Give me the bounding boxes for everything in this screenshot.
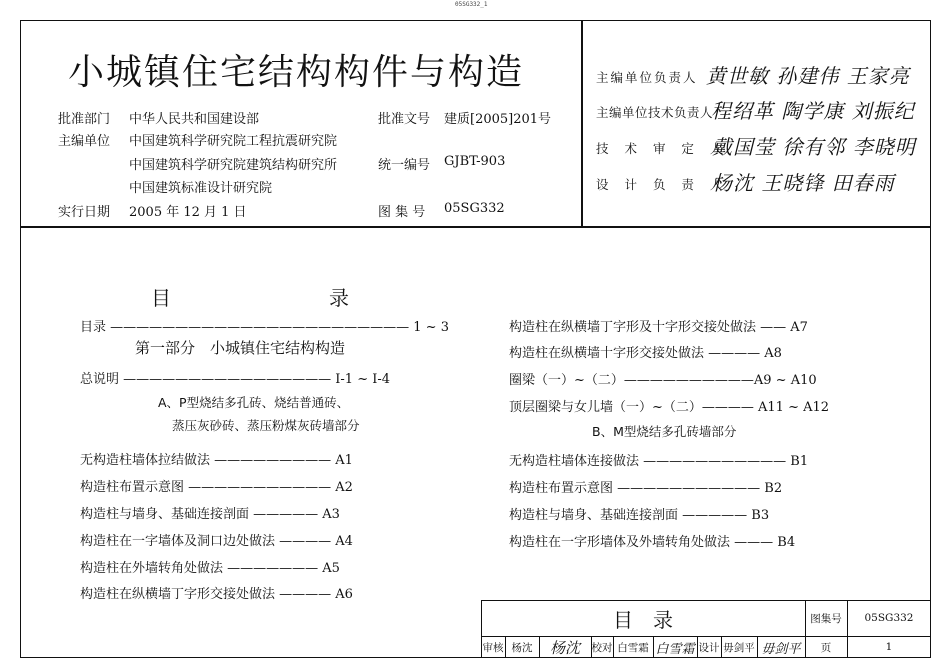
design-label: 设计 (698, 641, 720, 654)
atlas-no-label: 图 集 号 (378, 205, 426, 220)
toc-entry[interactable]: 总说明 ———————————————— Ⅰ-1 ~ Ⅰ-4 (80, 372, 391, 387)
toc-entry[interactable]: 构造柱在外墙转角处做法 ——————— A5 (80, 561, 340, 576)
editor-unit-1: 中国建筑科学研究院工程抗震研究院 (129, 134, 338, 149)
effective-date: 2005 年 12 月 1 日 (129, 205, 247, 220)
toc-entry[interactable]: 无构造柱墙体连接做法 ——————————— B1 (509, 454, 809, 469)
check-label: 校对 (591, 641, 613, 654)
atlas-no-label: 图集号 (810, 612, 842, 625)
review-signature: 杨沈 (549, 638, 580, 657)
toc-heading-left: 目 (151, 286, 171, 310)
sig-names-tech: 程绍革 陶学康 刘振纪 (711, 99, 915, 123)
toc-entry[interactable]: 目录 ——————————————————————— 1 ~ 3 (80, 320, 449, 335)
header-vertical-divider (581, 20, 583, 226)
check-name: 白雪霜 (617, 641, 649, 654)
effective-date-label: 实行日期 (58, 205, 111, 220)
atlas-no: 05SG332 (864, 612, 914, 624)
title-block (481, 600, 931, 658)
sig-label-review: 技 术 审 定 人 (596, 141, 729, 156)
sig-label-tech: 主编单位技术负责人 (596, 105, 714, 120)
toc-heading-right: 录 (329, 286, 349, 310)
approval-doc-label: 批准文号 (378, 112, 431, 127)
approval-dept-label: 批准部门 (58, 112, 111, 127)
toc-entry[interactable]: 顶层圈梁与女儿墙（一）~（二）———— A11 ~ A12 (509, 400, 830, 415)
toc-entry[interactable]: 无构造柱墙体拉结做法 ————————— A1 (80, 453, 353, 468)
toc-section-heading: 第一部分 小城镇住宅结构构造 (135, 339, 346, 357)
check-signature: 白雪霜 (655, 641, 695, 657)
unified-no-label: 统一编号 (378, 158, 431, 173)
sig-label-design: 设 计 负 责 人 (596, 177, 729, 192)
toc-entry[interactable]: 构造柱布置示意图 ——————————— A2 (80, 480, 353, 495)
unified-no: GJBT-903 (444, 154, 506, 169)
header-divider (20, 226, 931, 228)
toc-entry[interactable]: 构造柱与墙身、基础连接剖面 ————— B3 (509, 508, 770, 523)
drawing-title: 目 录 (613, 607, 673, 632)
toc-subsection-heading: 蒸压灰砂砖、蒸压粉煤灰砖墙部分 (172, 418, 360, 433)
toc-entry[interactable]: 构造柱布置示意图 ——————————— B2 (509, 481, 783, 496)
toc-entry[interactable]: 构造柱在纵横墙丁字形及十字形交接处做法 —— A7 (509, 320, 808, 335)
approval-doc: 建质[2005]201号 (444, 112, 552, 127)
page-label: 页 (820, 641, 832, 654)
sig-label-chief: 主编单位负责人 (596, 70, 698, 85)
sig-names-chief: 黄世敏 孙建伟 王家亮 (706, 64, 910, 88)
toc-entry[interactable]: 构造柱与墙身、基础连接剖面 ————— A3 (80, 507, 340, 522)
toc-entry[interactable]: 圈梁（一）~（二）——————————A9 ~ A10 (509, 373, 817, 388)
editor-unit-2: 中国建筑科学研究院建筑结构研究所 (129, 158, 338, 173)
sig-names-design: 杨沈 王晓锋 田春雨 (712, 171, 895, 195)
atlas-no: 05SG332 (444, 201, 505, 216)
design-name: 毋剑平 (723, 641, 755, 654)
toc-entry[interactable]: 构造柱在一字形墙体及外墙转角处做法 ——— B4 (509, 535, 796, 550)
review-name: 杨沈 (511, 641, 533, 654)
design-signature: 毋剑平 (761, 641, 801, 657)
editor-unit-3: 中国建筑标准设计研究院 (129, 181, 273, 196)
approval-dept: 中华人民共和国建设部 (129, 112, 260, 127)
document-title: 小城镇住宅结构构件与构造 (68, 52, 525, 93)
toc-entry[interactable]: 构造柱在纵横墙十字形交接处做法 ———— A8 (509, 346, 782, 361)
editor-unit-label: 主编单位 (58, 134, 111, 149)
toc-subsection-heading: B、M型烧结多孔砖墙部分 (592, 424, 737, 439)
sig-names-review: 戴国莹 徐有邻 李晓明 (712, 135, 916, 159)
toc-subsection-heading: A、P型烧结多孔砖、烧结普通砖、 (158, 395, 350, 410)
toc-entry[interactable]: 构造柱在纵横墙丁字形交接处做法 ———— A6 (80, 587, 353, 602)
review-label: 审核 (482, 641, 504, 654)
page-id: 05SG332_1 (455, 1, 488, 8)
toc-entry[interactable]: 构造柱在一字墙体及洞口边处做法 ———— A4 (80, 534, 353, 549)
page-number: 1 (885, 641, 893, 653)
